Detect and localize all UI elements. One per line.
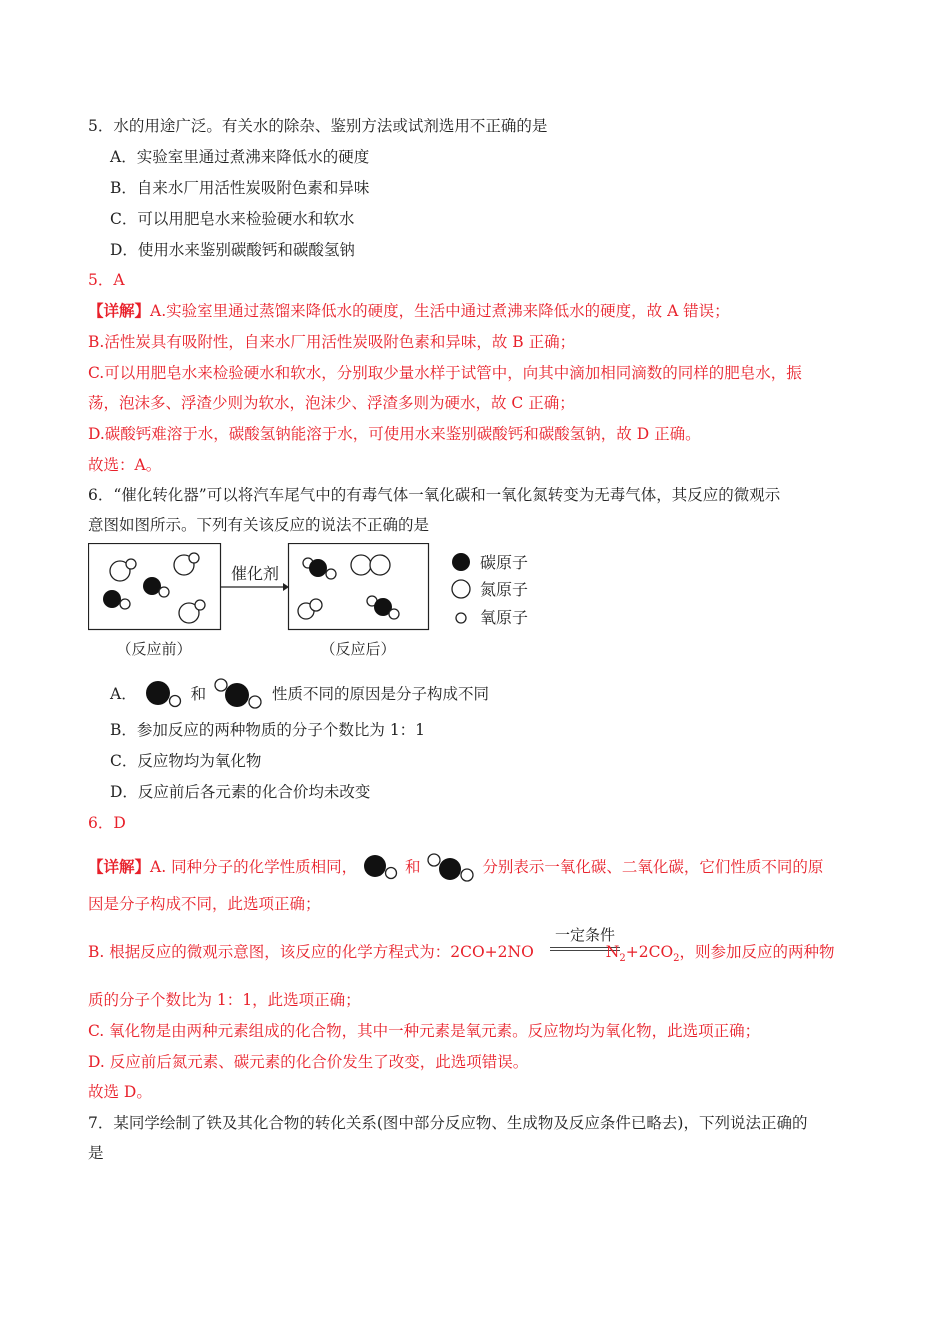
q5-option-d: D．使用水来鉴别碳酸钙和碳酸氢钠 [110,241,355,259]
after-caption: （反应后） [320,640,396,658]
detail-tag: 【详解】 [88,857,151,876]
q5-detail-d: D.碳酸钙难溶于水，碳酸氢钠能溶于水，可使用水来鉴别碳酸钙和碳酸氢钠，故 D 正确。 [88,425,701,443]
nitrogen-atom-icon [452,580,470,598]
q6-option-b: B．参加反应的两种物质的分子个数比为 1：1 [110,721,426,739]
legend-oxygen: 氧原子 [480,608,529,627]
q7-stem-1: 7．某同学绘制了铁及其化合物的转化关系(图中部分反应物、生成物及反应条件已略去)，下列说法正确的 [88,1114,808,1132]
detail-text: ，则参加反应的两种物 [679,943,835,961]
co2-molecule-icon [425,852,477,884]
co-molecule-icon [142,680,186,710]
and-word: 和 [190,685,207,703]
before-caption: （反应前） [116,640,192,658]
detail-text: A. 同种分子的化学性质相同， [150,858,358,876]
q5-stem: 5．水的用途广泛。有关水的除杂、鉴别方法或试剂选用不正确的是 [88,117,548,135]
q6-detail-b1 [88,941,835,970]
q6-stem-1: 6．“催化转化器”可以将汽车尾气中的有毒气体一氧化碳和一氧化氮转变为无毒气体，其反应的微观示 [88,486,781,504]
subscript: 2 [619,953,626,965]
reaction-diagram [88,543,558,663]
q6-answer: 6．D [88,814,126,832]
q5-option-c: C．可以用肥皂水来检验硬水和软水 [110,210,355,228]
q7-stem-2: 是 [88,1144,104,1162]
q5-conclusion: 故选：A。 [88,456,162,474]
q5-detail-a [88,300,730,322]
q5-option-b: B．自来水厂用活性炭吸附色素和异味 [110,179,370,197]
detail-text: A.实验室里通过蒸馏来降低水的硬度，生活中通过煮沸来降低水的硬度，故 A 错误； [150,302,730,320]
q6-option-d: D．反应前后各元素的化合价均未改变 [110,783,371,801]
q6-option-a [110,677,489,713]
legend-carbon: 碳原子 [480,553,529,572]
detail-tag: 【详解】 [88,301,151,320]
option-text: 性质不同的原因是分子构成不同 [271,685,489,703]
q5-detail-b: B.活性炭具有吸附性，自来水厂用活性炭吸附色素和异味，故 B 正确； [88,333,576,351]
q5-detail-c2: 荡，泡沫多、浮渣少则为软水，泡沫少、浮渣多则为硬水，故 C 正确； [88,394,575,412]
co2-molecule-icon [211,677,267,713]
legend-nitrogen: 氮原子 [480,580,529,599]
q6-detail-c: C. 氧化物是由两种元素组成的化合物，其中一种元素是氧元素。反应物均为氧化物，此选项正确； [88,1022,761,1040]
q6-stem-2: 意图如图所示。下列有关该反应的说法不正确的是 [88,516,430,534]
oxygen-atom-icon [456,613,466,623]
q6-detail-d: D. 反应前后氮元素、碳元素的化合价发生了改变，此选项错误。 [88,1053,529,1071]
carbon-atom-icon [452,553,470,571]
q5-detail-c1: C.可以用肥皂水来检验硬水和软水，分别取少量水样于试管中，向其中滴加相同滴数的同样的肥皂水，振 [88,364,802,382]
option-letter: A． [110,685,137,703]
equation-n: N [605,943,620,961]
equation-co: +2CO [625,943,674,961]
q6-detail-a1 [88,852,823,884]
q6-detail-b2: 质的分子个数比为 1：1，此选项正确； [88,991,361,1009]
q6-detail-a2: 因是分子构成不同，此选项正确； [88,895,321,913]
q5-answer: 5．A [88,271,125,289]
q5-option-a: A．实验室里通过煮沸来降低水的硬度 [110,148,370,166]
q6-conclusion: 故选 D。 [88,1083,152,1101]
and-word: 和 [404,858,421,876]
detail-text: 分别表示一氧化碳、二氧化碳，它们性质不同的原 [482,858,824,876]
catalyst-label: 催化剂 [230,564,280,583]
q6-option-c: C．反应物均为氧化物 [110,752,262,770]
equation-left: B. 根据反应的微观示意图，该反应的化学方程式为：2CO+2NO [88,943,534,961]
co-molecule-icon [362,854,400,882]
condition-text: 一定条件 [554,926,615,944]
subscript: 2 [673,953,680,965]
